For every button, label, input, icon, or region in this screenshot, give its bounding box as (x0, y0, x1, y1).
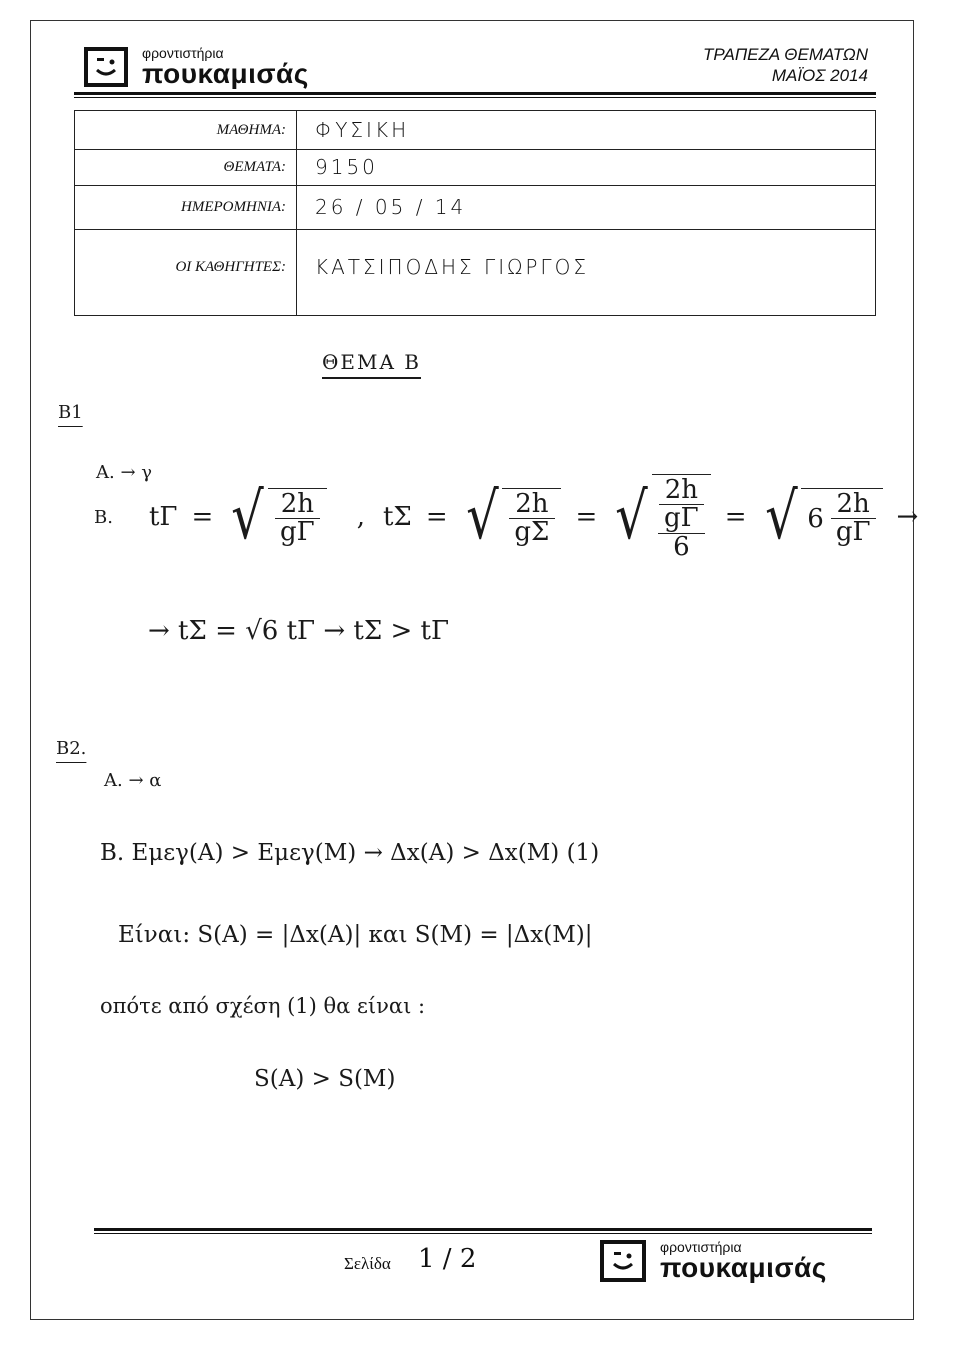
smiley-logo-icon (84, 47, 128, 87)
page-label: Σελίδα (344, 1254, 391, 1273)
arrow-icon: → (896, 502, 919, 533)
b1-label: Β1 (58, 402, 83, 423)
footer-rule-thin (94, 1233, 872, 1234)
b2-line2: Είναι: S(Α) = |Δx(Α)| και S(Μ) = |Δx(Μ)| (118, 922, 593, 948)
logo-brand: πουκαμισάς (142, 58, 309, 89)
info-table (74, 110, 876, 316)
t-gamma: tΓ (148, 502, 178, 533)
sqrt-expression: √ 6 $\frac{2h}{g\Gamma}$ (761, 485, 883, 549)
bank-title-line2: ΜΑΪΟΣ 2014 (771, 66, 868, 85)
info-label: ΗΜΕΡΟΜΗΝΙΑ: (75, 185, 297, 229)
frac-den: gΓ (658, 505, 705, 533)
info-row-teachers (75, 229, 875, 315)
frac-num: 2h (659, 477, 704, 505)
b2-answer-a: Α. → α (104, 770, 162, 791)
b1-b-label: Β. (94, 506, 113, 528)
bank-title-line1: ΤΡΑΠΕΖΑ ΘΕΜΑΤΩΝ (703, 45, 868, 64)
logo-subtitle: φροντιστήρια (660, 1239, 742, 1255)
header-rule (74, 92, 876, 95)
footer-logo (600, 1240, 827, 1282)
info-label: ΟΙ ΚΑΘΗΓΗΤΕΣ: (75, 229, 297, 315)
b1-result: → tΣ = √6 tΓ → tΣ > tΓ (148, 616, 450, 646)
frac-num: 2h (509, 491, 554, 519)
info-value: 9150 (315, 155, 378, 179)
info-value: ΦΥΣΙΚΗ (315, 118, 410, 142)
header-rule-thin (74, 97, 876, 98)
bank-title (703, 44, 868, 86)
frac-num: 2h (831, 491, 876, 519)
b1-answer-a: Α. → γ (96, 462, 153, 483)
page-number: 1 / 2 (418, 1244, 477, 1274)
t-sigma: tΣ (382, 502, 412, 533)
b2-label: Β2. (56, 738, 87, 759)
frac-num: 2h (275, 491, 320, 519)
info-value: ΚΑΤΣΙΠΟΔΗΣ ΓΙΩΡΓΟΣ (315, 255, 589, 279)
smiley-logo-icon (600, 1240, 646, 1282)
header-logo (84, 46, 309, 88)
logo-subtitle: φροντιστήρια (142, 45, 224, 61)
sqrt-expression: √ $\frac{2h}{g\Sigma}$ (462, 485, 562, 549)
info-row-subject (75, 111, 875, 150)
sqrt-expression: √ 2h gΓ 6 (611, 474, 710, 561)
b1-formula: Β. tΓ = √ $\frac{2h}{g\Gamma}$ , tΣ = √ $\frac{2h}{g\Sigma}$ = √ 2h gΓ 6 = √ 6 $\frac{2h}{g\Gamma}$ → (94, 475, 919, 562)
info-label: ΘΕΜΑΤΑ: (75, 149, 297, 185)
b2-line4: S(Α) > S(Μ) (254, 1066, 396, 1092)
coef-six: 6 (807, 503, 824, 534)
frac-den: gΓ (280, 517, 315, 548)
frac-den: gΓ (835, 517, 871, 548)
b2-line1: Β. Eμεγ(Α) > Eμεγ(Μ) → Δx(Α) > Δx(Μ) (1) (100, 840, 600, 866)
section-heading: ΘΕΜΑ Β (322, 350, 421, 374)
info-row-topics (75, 149, 875, 186)
frac-den: gΣ (514, 517, 550, 548)
sqrt-expression: √ $\frac{2h}{g\Gamma}$ (227, 485, 326, 549)
info-value: 26 / 05 / 14 (315, 195, 467, 219)
footer-rule (94, 1228, 872, 1231)
logo-brand: πουκαμισάς (660, 1252, 827, 1283)
info-label: ΜΑΘΗΜΑ: (75, 111, 297, 149)
frac-six: 6 (673, 531, 690, 562)
info-row-date (75, 185, 875, 230)
b2-line3: οπότε από σχέση (1) θα είναι : (100, 994, 426, 1018)
